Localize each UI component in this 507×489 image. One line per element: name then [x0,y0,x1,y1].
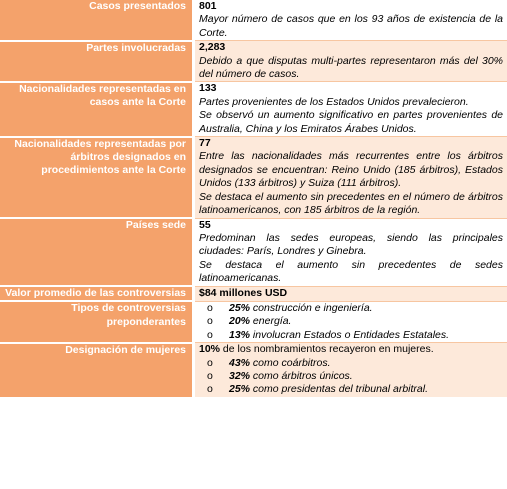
row-note: Mayor número de casos que en los 93 años de existencia de la Corte. [199,13,503,39]
table-row [0,218,507,286]
row-note: Entre las nacionalidades más recurrentes entre los árbitros designados se encuentran: Reino Unido (185 árbitros), Estados Unidos (133 árbitros) y Suiza (111 árbitros). [199,150,503,190]
row-note: Se destaca el aumento sin precedentes en el número de árbitros latinoamericanos, con 185 árbitros de la región. [199,190,503,217]
row-number: 133 [199,82,217,95]
percentage: 25% [229,383,251,396]
row-label: Partes involucradas [0,41,194,82]
row-number: 55 [199,218,211,231]
bullet-marker: o [207,301,213,314]
table-row [0,82,507,137]
row-value [194,301,507,342]
percentage: 32% [229,369,251,382]
item-text: como presidentas del tribunal arbitral. [250,383,429,396]
row-value [194,218,507,286]
row-label: Valor promedio de las controversias [0,286,194,301]
table-row [0,41,507,82]
row-label: Nacionalidades representadas por árbitros designados en procedimientos ante la Corte [0,137,194,218]
row-label: Tipos de controversias preponderantes [0,301,194,342]
row-number: 77 [199,137,211,150]
row-number: 2,283 [199,41,226,54]
bullet-marker: o [207,383,213,396]
row-value [194,41,507,82]
item-text: energía. [250,315,292,328]
row-label: Designación de mujeres [0,343,194,397]
intro-text: de los nombramientos recayeron en mujeres. [220,343,434,356]
row-note: Predominan las sedes europeas, siendo las principales ciudades: París, Londres y Ginebra. [199,231,503,258]
row-note: Partes provenientes de los Estados Unidos prevalecieron. [199,95,469,108]
row-note: Se observó un aumento significativo en partes provenientes de Australia, China y los Emiratos Árabes Unidos. [199,109,503,135]
bullet-marker: o [207,369,213,382]
list-item [199,357,503,370]
item-text: construcción e ingeniería. [250,301,373,314]
item-text: involucran Estados o Entidades Estatales. [250,328,450,341]
bullet-marker: o [207,356,213,369]
row-number: $84 millones USD [199,286,288,299]
row-note: Debido a que disputas multi-partes representaron más del 30% del número de casos. [199,54,503,81]
row-label: Nacionalidades representadas en casos ante la Corte [0,82,194,137]
percentage: 10% [199,343,221,356]
percentage: 13% [229,328,251,341]
list-item [199,302,503,315]
row-value [194,343,507,397]
row-value [194,82,507,137]
table-row [0,343,507,397]
women-intro [199,343,503,356]
list-item [199,383,503,396]
row-label: Casos presentados [0,0,194,41]
row-number: 801 [199,0,217,12]
item-text: como árbitros únicos. [250,369,353,382]
bullet-list [199,357,503,397]
percentage: 25% [229,301,251,314]
bullet-marker: o [207,315,213,328]
table-row [0,301,507,342]
row-note: Se destaca el aumento sin precedentes de sedes latinoamericanas. [199,258,503,285]
row-value [194,137,507,218]
row-label: Países sede [0,218,194,286]
table-row [0,286,507,301]
list-item [199,370,503,383]
bullet-list [199,302,503,342]
percentage: 43% [229,356,251,369]
table-row [0,137,507,218]
item-text: como coárbitros. [250,356,331,369]
row-value [194,0,507,41]
row-value [194,286,507,301]
percentage: 20% [229,315,251,328]
bullet-marker: o [207,328,213,341]
table-row [0,0,507,41]
list-item [199,315,503,328]
list-item [199,329,503,342]
